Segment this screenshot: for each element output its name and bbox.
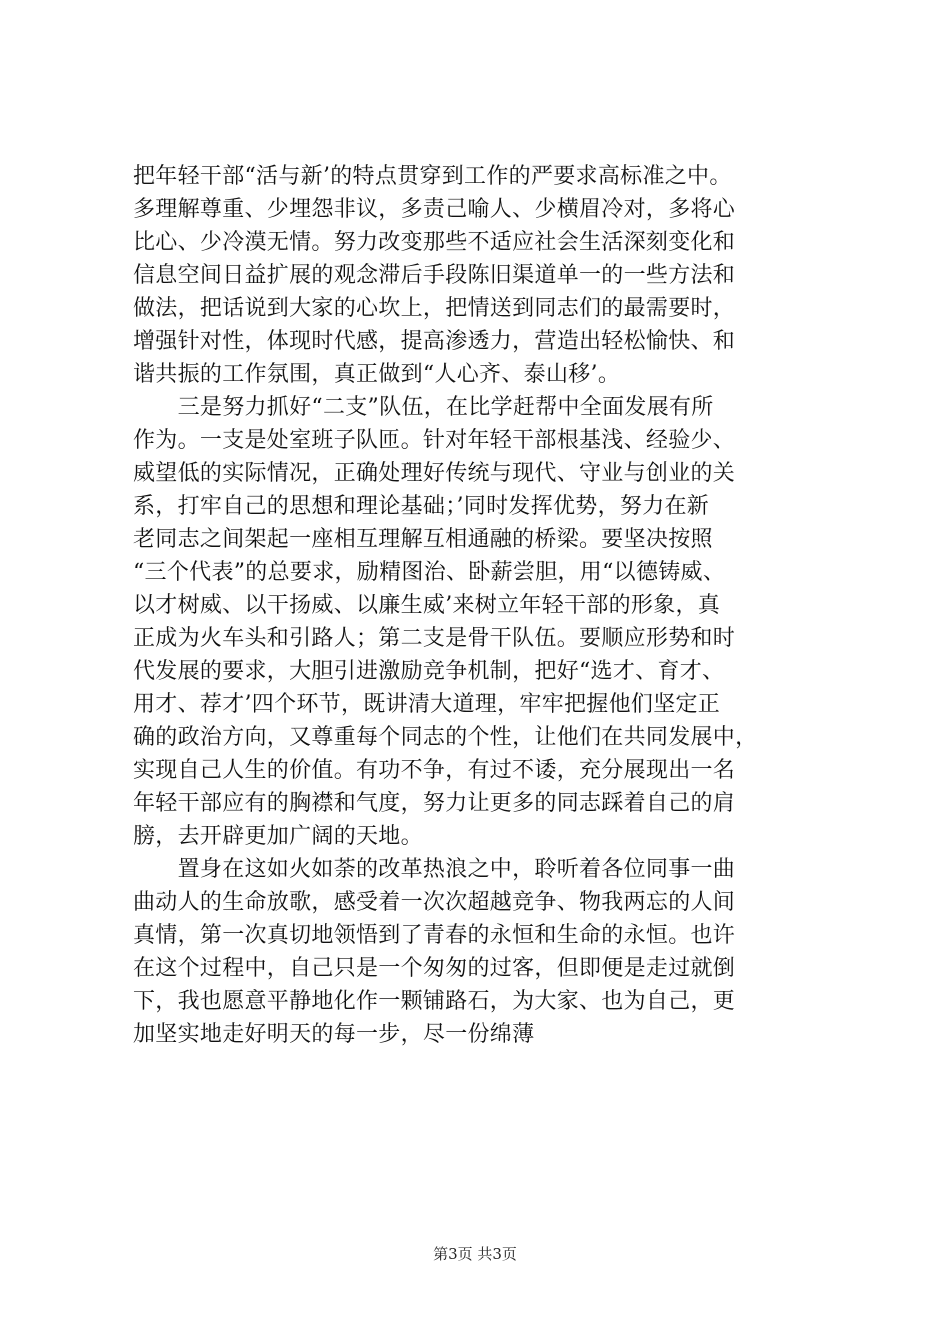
text-line: 信息空间日益扩展的观念滞后手段陈旧渠道单一的一些方法和 xyxy=(133,263,736,288)
text-line: 增强针对性，体现时代感，提高渗透力，营造出轻松愉快、和 xyxy=(133,329,736,354)
text-line: 多理解尊重、少埋怨非议，多责己喻人、少横眉冷对，多将心 xyxy=(133,197,736,222)
text-line: 在这个过程中，自己只是一个匆匆的过客，但即便是走过就倒 xyxy=(133,956,736,981)
text-line: 比心、少冷漠无情。努力改变那些不适应社会生活深刻变化和 xyxy=(133,230,736,255)
text-line: 谐共振的工作氛围，真正做到“人心齐、泰山移’。 xyxy=(133,362,621,387)
page-number-footer: 第3页 共3页 xyxy=(433,1245,517,1263)
text-line: 用才、荐才’四个环节，既讲清大道理，牢牢把握他们坚定正 xyxy=(133,692,721,717)
text-line: 正成为火车头和引路人；第二支是骨干队伍。要顺应形势和时 xyxy=(133,626,736,651)
text-line: 膀，去开辟更加广阔的天地。 xyxy=(133,824,423,849)
text-line: 以才树威、以干扬威、以廉生威’来树立年轻干部的形象，真 xyxy=(133,593,721,618)
text-line: 实现自己人生的价值。有功不争，有过不诿，充分展现出一名 xyxy=(133,758,736,783)
text-line: 威望低的实际情况，正确处理好传统与现代、守业与创业的关 xyxy=(133,461,736,486)
document-body xyxy=(133,160,833,1051)
text-line: 加坚实地走好明天的每一步，尽一份绵薄 xyxy=(133,1022,535,1047)
text-line: 曲动人的生命放歌，感受着一次次超越竞争、物我两忘的人间 xyxy=(133,890,736,915)
text-line: 年轻干部应有的胸襟和气度，努力让更多的同志踩着自己的肩 xyxy=(133,791,736,816)
text-line: 下，我也愿意平静地化作一颗铺路石，为大家、也为自己，更 xyxy=(133,989,736,1014)
text-line: 三是努力抓好“二支”队伍，在比学赶帮中全面发展有所 xyxy=(133,395,714,420)
text-line: 置身在这如火如荼的改革热浪之中，聆听着各位同事一曲 xyxy=(133,857,736,882)
text-line: “三个代表”的总要求，励精图治、卧薪尝胆，用“以德铸威、 xyxy=(133,560,726,585)
text-line: 真情，第一次真切地领悟到了青春的永恒和生命的永恒。也许 xyxy=(133,923,736,948)
text-line: 把年轻干部“活与新’的特点贯穿到工作的严要求高标准之中。 xyxy=(133,164,732,189)
text-line: 做法，把话说到大家的心坎上，把情送到同志们的最需要时， xyxy=(133,296,736,321)
text-line: 系，打牢自己的思想和理论基础；’同时发挥优势，努力在新 xyxy=(133,494,710,519)
text-line: 确的政治方向，又尊重每个同志的个性，让他们在共同发展中， xyxy=(133,725,758,750)
text-line: 作为。一支是处室班子队匝。针对年轻干部根基浅、经验少、 xyxy=(133,428,736,453)
text-line: 老同志之间架起一座相互理解互相通融的桥梁。要坚决按照 xyxy=(133,527,713,552)
text-line: 代发展的要求，大胆引进激励竞争机制，把好“选才、育才、 xyxy=(133,659,725,684)
